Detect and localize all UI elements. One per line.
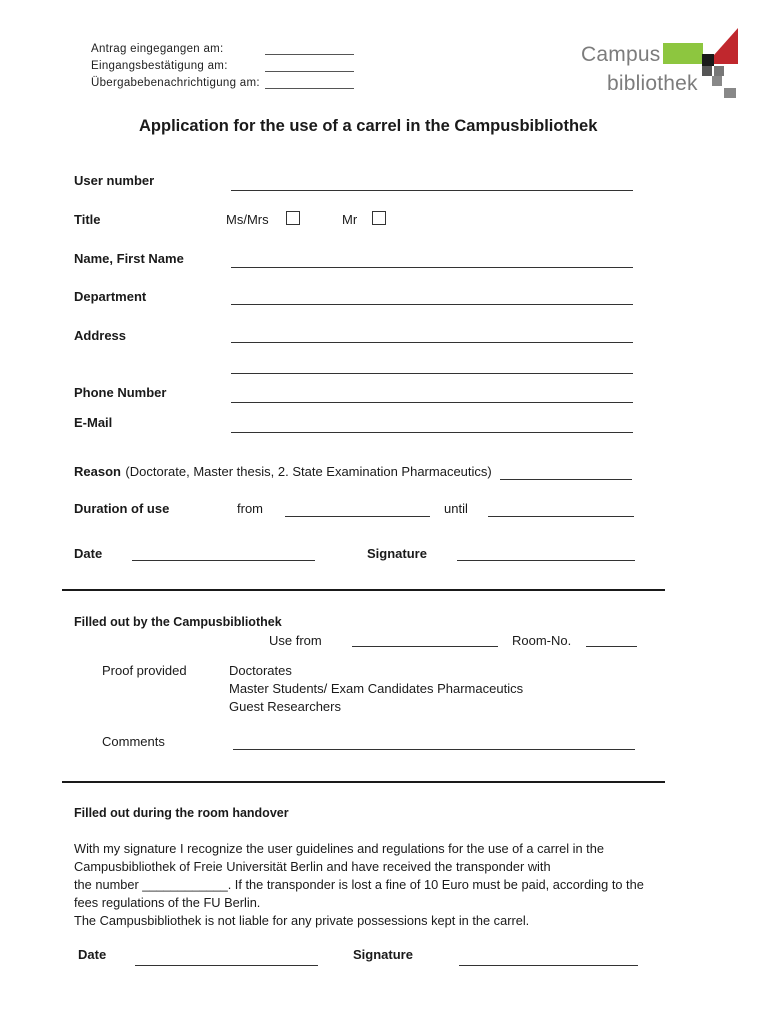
comments-field[interactable]: [233, 749, 635, 750]
reason-hint: (Doctorate, Master thesis, 2. State Examination Pharmaceutics): [125, 464, 492, 479]
proof-option-doctorates: Doctorates: [229, 663, 292, 678]
user-number-field[interactable]: [231, 190, 633, 191]
name-label: Name, First Name: [74, 251, 184, 266]
name-field[interactable]: [231, 267, 633, 268]
signature-field[interactable]: [457, 560, 635, 561]
handover-signature-field[interactable]: [459, 965, 638, 966]
department-field[interactable]: [231, 304, 633, 305]
handover-date-field[interactable]: [135, 965, 318, 966]
reason-label: Reason: [74, 464, 121, 479]
use-from-label: Use from: [269, 633, 322, 648]
section-divider: [62, 781, 665, 783]
ms-checkbox[interactable]: [286, 211, 300, 225]
user-number-label: User number: [74, 173, 155, 188]
page-title: Application for the use of a carrel in the Campusbibliothek: [139, 117, 598, 135]
from-label: from: [237, 501, 263, 516]
address-label: Address: [74, 328, 127, 343]
email-label: E-Mail: [74, 415, 113, 430]
signature-label: Signature: [367, 546, 427, 561]
date-field[interactable]: [132, 560, 315, 561]
handover-section-heading: Filled out during the room handover: [74, 806, 289, 820]
address-field-line-1[interactable]: [231, 342, 633, 343]
room-no-field[interactable]: [586, 646, 637, 647]
paragraph-line: fees regulations of the FU Berlin.: [74, 895, 261, 910]
received-label: Antrag eingegangen am:: [91, 43, 224, 55]
confirmation-label: Eingangsbestätigung am:: [91, 60, 228, 72]
received-line[interactable]: [265, 54, 354, 55]
room-no-label: Room-No.: [512, 633, 572, 648]
reason-field[interactable]: [500, 479, 632, 480]
logo-text-campus: Campus: [581, 43, 661, 66]
duration-label: Duration of use: [74, 501, 170, 516]
paragraph-line: the number ____________. If the transponder is lost a fine of 10 Euro must be paid, according to the: [74, 877, 644, 892]
title-label: Title: [74, 212, 101, 227]
phone-field[interactable]: [231, 402, 633, 403]
until-field[interactable]: [488, 516, 634, 517]
ms-label: Ms/Mrs: [226, 212, 269, 227]
mr-checkbox[interactable]: [372, 211, 386, 225]
use-from-field[interactable]: [352, 646, 498, 647]
paragraph-line: Campusbibliothek of Freie Universität Berlin and have received the transponder with: [74, 859, 551, 874]
proof-option-master-students: Master Students/ Exam Candidates Pharmaceutics: [229, 681, 524, 696]
logo-text-bibliothek: bibliothek: [607, 72, 698, 95]
from-field[interactable]: [285, 516, 430, 517]
handover-signature-label: Signature: [353, 947, 413, 962]
handover-paragraph: [74, 840, 674, 930]
section-divider: [62, 589, 665, 591]
library-section-heading: Filled out by the Campusbibliothek: [74, 615, 282, 629]
address-field-line-2[interactable]: [231, 373, 633, 374]
handover-notice-label: Übergabebenachrichtigung am:: [91, 77, 260, 89]
reason-row: [74, 463, 492, 481]
until-label: until: [444, 501, 468, 516]
proof-label: Proof provided: [102, 663, 187, 678]
email-field[interactable]: [231, 432, 633, 433]
date-label: Date: [74, 546, 103, 561]
handover-date-label: Date: [78, 947, 107, 962]
handover-notice-line[interactable]: [265, 88, 354, 89]
confirmation-line[interactable]: [265, 71, 354, 72]
comments-label: Comments: [102, 734, 165, 749]
phone-label: Phone Number: [74, 385, 167, 400]
paragraph-line: The Campusbibliothek is not liable for any private possessions kept in the carrel.: [74, 913, 530, 928]
paragraph-line: With my signature I recognize the user guidelines and regulations for the use of a carrel in the: [74, 841, 604, 856]
proof-option-guest-researchers: Guest Researchers: [229, 699, 341, 714]
department-label: Department: [74, 289, 147, 304]
logo-mark-icon: [660, 28, 740, 100]
mr-label: Mr: [342, 212, 358, 227]
